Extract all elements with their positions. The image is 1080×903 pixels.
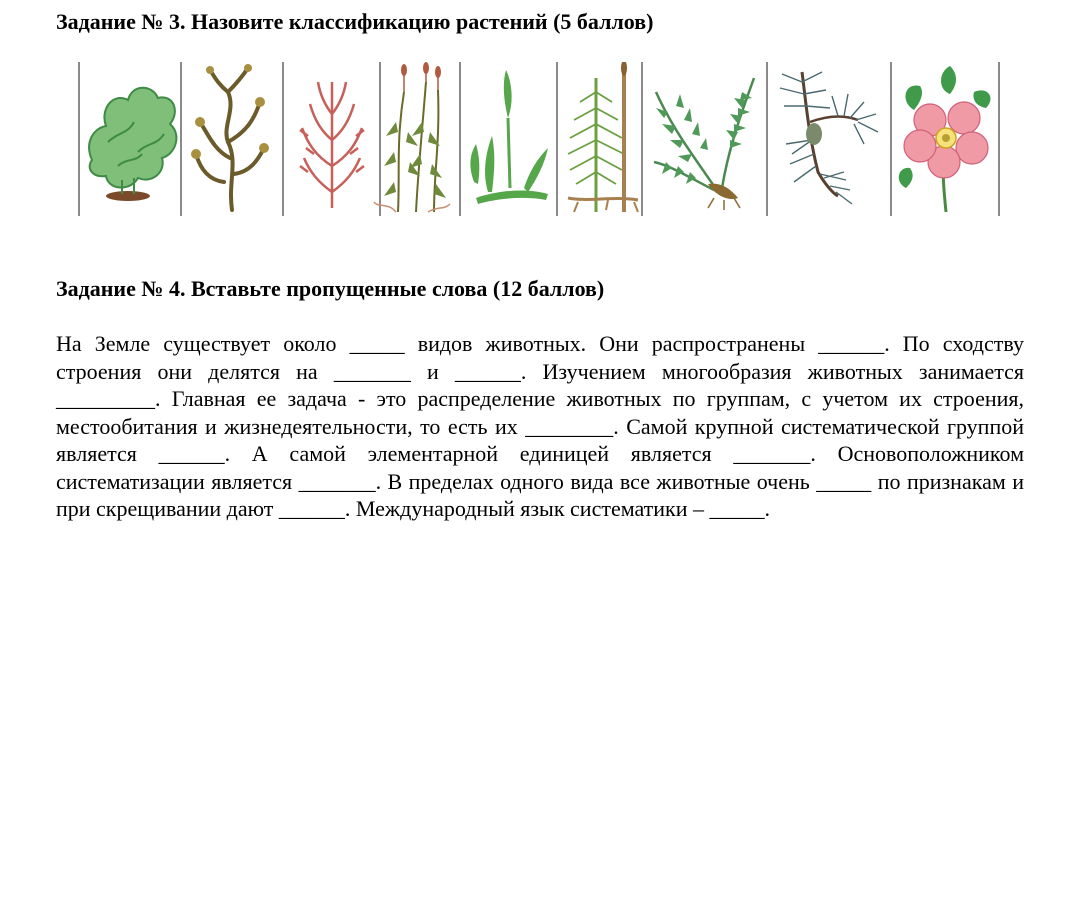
- red-algae-illustration: [300, 82, 364, 208]
- text-segment: На Земле существует около: [56, 331, 350, 356]
- pine-branch-illustration: [780, 72, 878, 204]
- text-segment: . А самой элементарной единицей является: [224, 441, 734, 466]
- answer-blank-12[interactable]: _____: [709, 496, 765, 521]
- wild-rose-flower-illustration: [899, 66, 991, 212]
- fill-in-the-blanks-paragraph: [56, 330, 1024, 523]
- text-segment: . Главная ее задача - это распределение животных по группам, с учетом их строения, местообитания и жизнедеятельности, то есть их: [56, 386, 1024, 439]
- text-segment: и: [410, 358, 455, 384]
- answer-blank-6[interactable]: ________: [525, 413, 614, 439]
- answer-blank-11[interactable]: ______: [278, 496, 345, 521]
- task3-heading: Задание № 3. Назовите классификацию растений (5 баллов): [56, 9, 654, 34]
- answer-blank-5[interactable]: _________: [56, 386, 155, 411]
- moss-illustration: [374, 62, 450, 212]
- liverwort-thallus-illustration: [89, 88, 176, 201]
- text-segment: .: [764, 496, 771, 521]
- answer-blank-1[interactable]: _____: [349, 331, 405, 356]
- answer-blank-3[interactable]: _______: [333, 358, 411, 384]
- text-segment: . В пределах одного вида все животные очень: [375, 468, 817, 494]
- answer-blank-4[interactable]: ______: [454, 358, 521, 384]
- text-segment: . По сходству строения они делятся на: [56, 331, 1024, 384]
- horsetail-illustration: [568, 62, 638, 212]
- text-segment: . Самой крупной систематической группой является: [56, 413, 1024, 466]
- text-segment: . Изучением многообразия животных занимается: [520, 358, 1024, 384]
- answer-blank-7[interactable]: ______: [158, 441, 225, 466]
- text-segment: . Основоположником систематизации является: [56, 441, 1024, 494]
- fern-illustration: [654, 78, 754, 210]
- plant-image-strip: [78, 62, 1002, 218]
- answer-blank-10[interactable]: _____: [816, 468, 872, 494]
- answer-blank-8[interactable]: _______: [733, 441, 811, 466]
- moss-sporophyte-illustration: [470, 70, 548, 204]
- text-segment: . Международный язык систематики –: [344, 496, 710, 521]
- text-segment: видов животных. Они распространены: [404, 331, 819, 356]
- answer-blank-9[interactable]: _______: [298, 468, 376, 494]
- task4-heading: Задание № 4. Вставьте пропущенные слова (12 баллов): [56, 276, 605, 301]
- brown-algae-illustration: [191, 64, 269, 210]
- text-segment: по признакам и при скрещивании дают: [56, 468, 1024, 521]
- answer-blank-2[interactable]: ______: [818, 331, 885, 356]
